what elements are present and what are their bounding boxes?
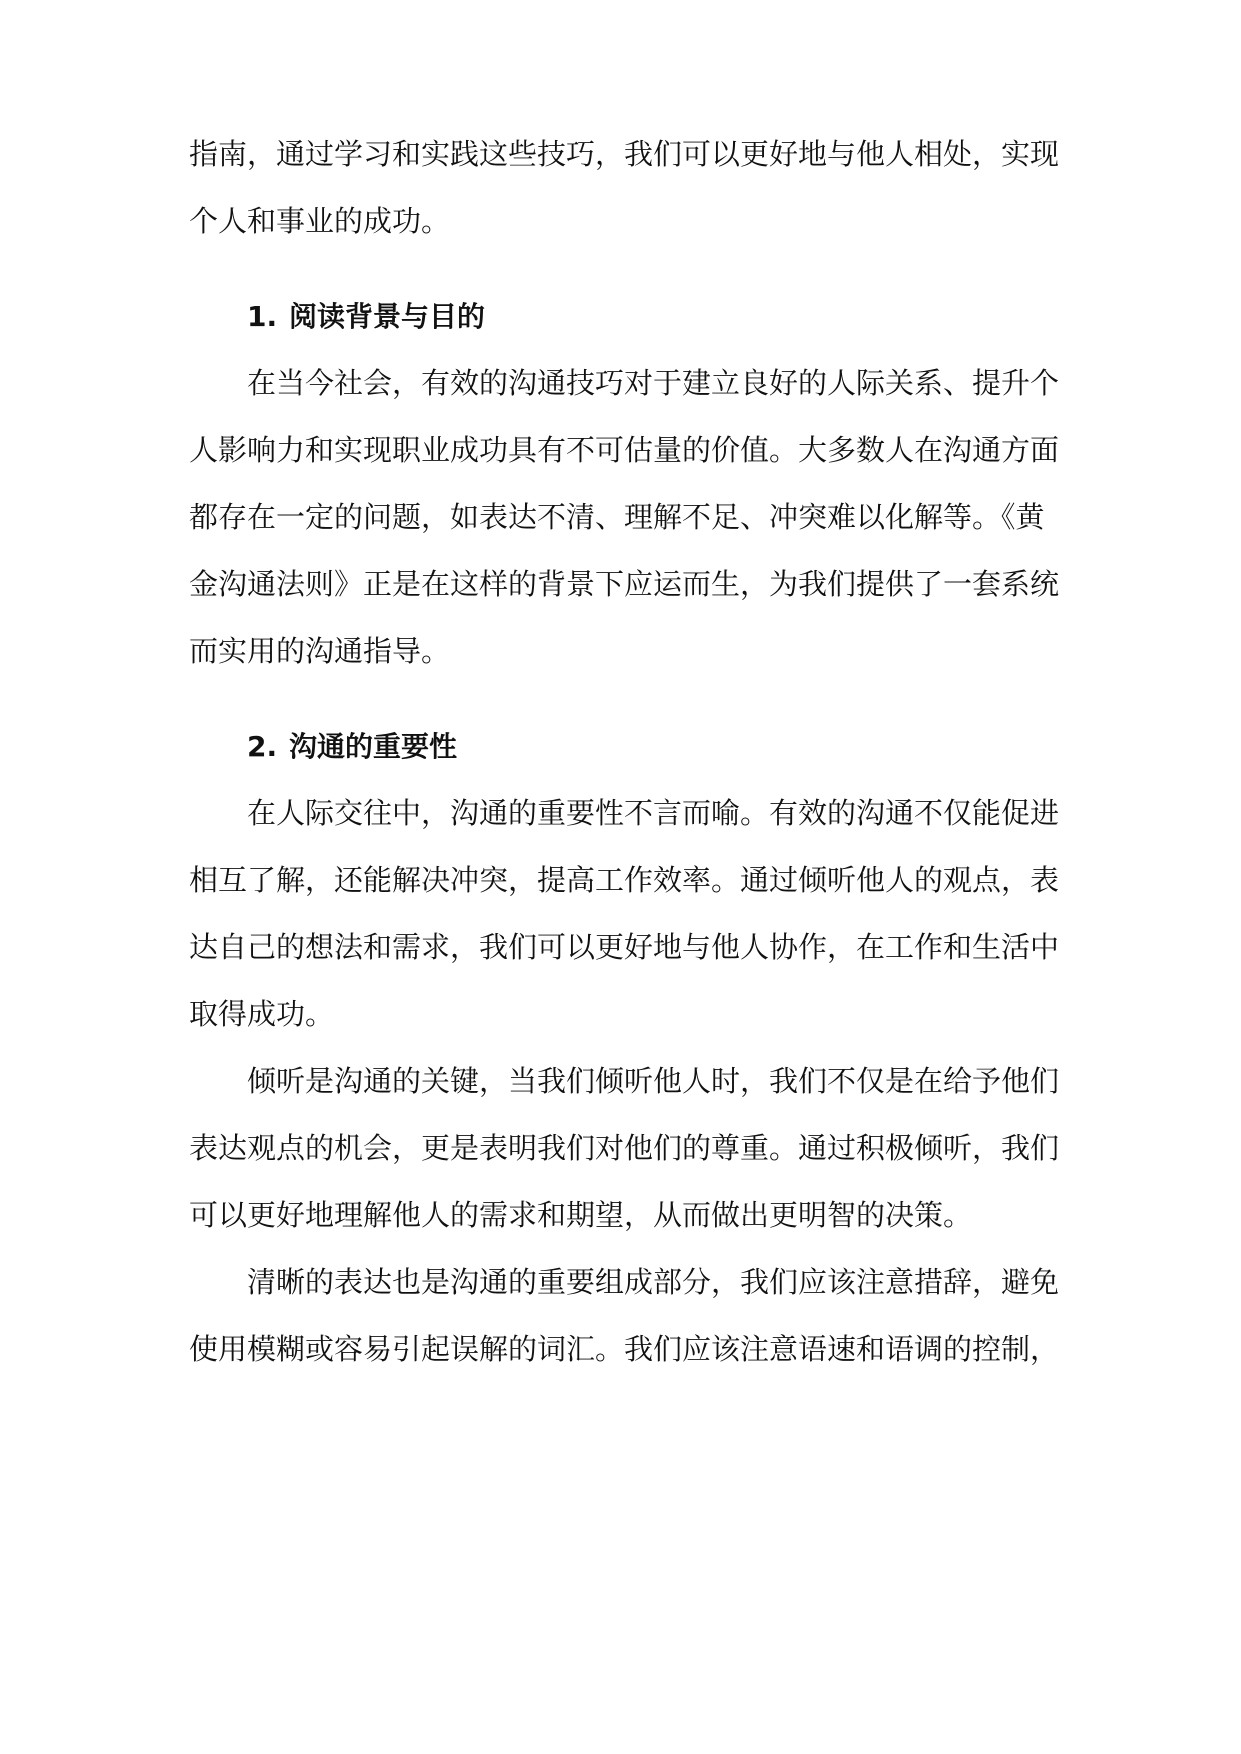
section-1-heading [247,297,485,337]
section-1-p1-line-2: 人影响力和实现职业成功具有不可估量的价值。大多数人在沟通方面 [189,433,1060,467]
section-2-p1-line-4: 取得成功。 [189,997,335,1031]
intro-line-1: 指南，通过学习和实践这些技巧，我们可以更好地与他人相处，实现 [189,137,1060,171]
section-2-p1-line-1: 在人际交往中，沟通的重要性不言而喻。有效的沟通不仅能促进 [247,796,1060,830]
section-2-title: 沟通的重要性 [289,730,458,763]
section-2-p2-line-1: 倾听是沟通的关键，当我们倾听他人时，我们不仅是在给予他们 [247,1064,1060,1098]
section-1-p1-line-4: 金沟通法则》正是在这样的背景下应运而生，为我们提供了一套系统 [189,567,1060,601]
section-2-heading [247,727,457,767]
section-2-p3-line-1: 清晰的表达也是沟通的重要组成部分，我们应该注意措辞，避免 [247,1265,1060,1299]
section-1-p1-line-3: 都存在一定的问题，如表达不清、理解不足、冲突难以化解等。《黄 [189,500,1045,534]
section-1-title: 阅读背景与目的 [289,300,486,333]
section-2-p1-line-2: 相互了解，还能解决冲突，提高工作效率。通过倾听他人的观点，表 [189,863,1060,897]
section-1-number: 1. [247,300,278,333]
section-1-p1-line-5: 而实用的沟通指导。 [189,634,451,668]
section-2-p1-line-3: 达自己的想法和需求，我们可以更好地与他人协作，在工作和生活中 [189,930,1060,964]
section-2-p2-line-2: 表达观点的机会，更是表明我们对他们的尊重。通过积极倾听，我们 [189,1131,1060,1165]
section-1-p1-line-1: 在当今社会，有效的沟通技巧对于建立良好的人际关系、提升个 [247,366,1060,400]
section-2-number: 2. [247,730,278,763]
section-2-p2-line-3: 可以更好地理解他人的需求和期望，从而做出更明智的决策。 [189,1198,973,1232]
intro-line-2: 个人和事业的成功。 [189,204,451,238]
section-2-p3-line-2: 使用模糊或容易引起误解的词汇。我们应该注意语速和语调的控制， [189,1332,1060,1366]
